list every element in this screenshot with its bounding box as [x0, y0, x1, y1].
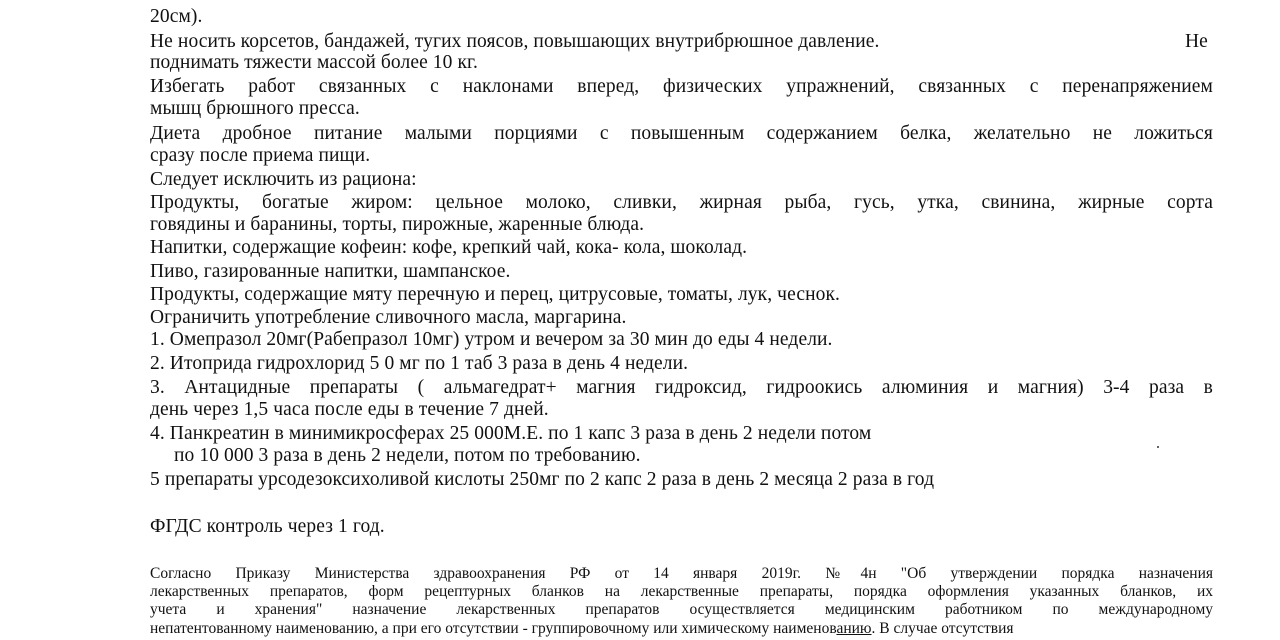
text-line: Напитки, содержащие кофеин: кофе, крепкий чай, кока- кола, шоколад. — [150, 237, 748, 258]
text-line: Избегать работ связанных с наклонами вперед, физических упражнений, связанных с перенапряжением — [150, 76, 1213, 97]
fgds-control-line: ФГДС контроль через 1 год. — [150, 516, 385, 537]
footnote-line — [150, 620, 1014, 638]
text-line: Ограничить употребление сливочного масла, маргарина. — [150, 307, 627, 328]
prescription-item-4-cont: по 10 000 3 раза в день 2 недели, потом по требованию. — [174, 445, 641, 466]
text-line-end-word: Не — [1185, 31, 1208, 52]
prescription-item-1: 1. Омепразол 20мг(Рабепразол 10мг) утром и вечером за 30 мин до еды 4 недели. — [150, 329, 833, 350]
prescription-item-3: 3. Антацидные препараты ( альмагедрат+ магния гидроксид, гидроокись алюминия и магния) 3-4 раза в — [150, 377, 1213, 398]
text-line: Следует исключить из рациона: — [150, 169, 417, 190]
prescription-item-5: 5 препараты урсодезоксихоливой кислоты 250мг по 2 капс 2 раза в день 2 месяца 2 раза в год — [150, 469, 935, 490]
text-line: говядины и баранины, торты, пирожные, жаренные блюда. — [150, 214, 645, 235]
text-line: Пиво, газированные напитки, шампанское. — [150, 261, 511, 282]
text-line: Продукты, содержащие мяту перечную и перец, цитрусовые, томаты, лук, чеснок. — [150, 284, 841, 305]
text-line: поднимать тяжести массой более 10 кг. — [150, 52, 478, 73]
footnote-text: . В случае отсутствия — [871, 620, 1014, 637]
text-line: сразу после приема пищи. — [150, 145, 371, 166]
text-line: мышц брюшного пресса. — [150, 98, 360, 119]
footnote-text: непатентованному наименованию, а при его отсутствии - группировочному или химическому наименов — [150, 620, 837, 637]
text-line: 20см). — [150, 6, 203, 27]
footnote-line: лекарственных препаратов, форм рецептурных бланков на лекарственные препараты, порядка оформления указанных бланков, их — [150, 583, 1213, 600]
scan-speck — [1157, 446, 1159, 448]
footnote-line: учета и хранения" назначение лекарственных препаратов осуществляется медицинским работником по международному — [150, 601, 1213, 618]
prescription-item-2: 2. Итоприда гидрохлорид 5 0 мг по 1 таб 3 раза в день 4 недели. — [150, 353, 689, 374]
prescription-item-3-cont: день через 1,5 часа после еды в течение 7 дней. — [150, 399, 549, 420]
text-line: Не носить корсетов, бандажей, тугих поясов, повышающих внутрибрюшное давление. — [150, 31, 880, 52]
footnote-underlined-text: анию — [836, 620, 872, 637]
text-line: Диета дробное питание малыми порциями с повышенным содержанием белка, желательно не ложиться — [150, 123, 1213, 144]
prescription-item-4: 4. Панкреатин в минимикросферах 25 000М.Е. по 1 капс 3 раза в день 2 недели потом — [150, 423, 872, 444]
text-line: Продукты, богатые жиром: цельное молоко, сливки, жирная рыба, гусь, утка, свинина, жирные сорта — [150, 192, 1213, 213]
footnote-line: Согласно Приказу Министерства здравоохранения РФ от 14 января 2019г. №4н "Об утверждении порядка назначения — [150, 565, 1213, 582]
